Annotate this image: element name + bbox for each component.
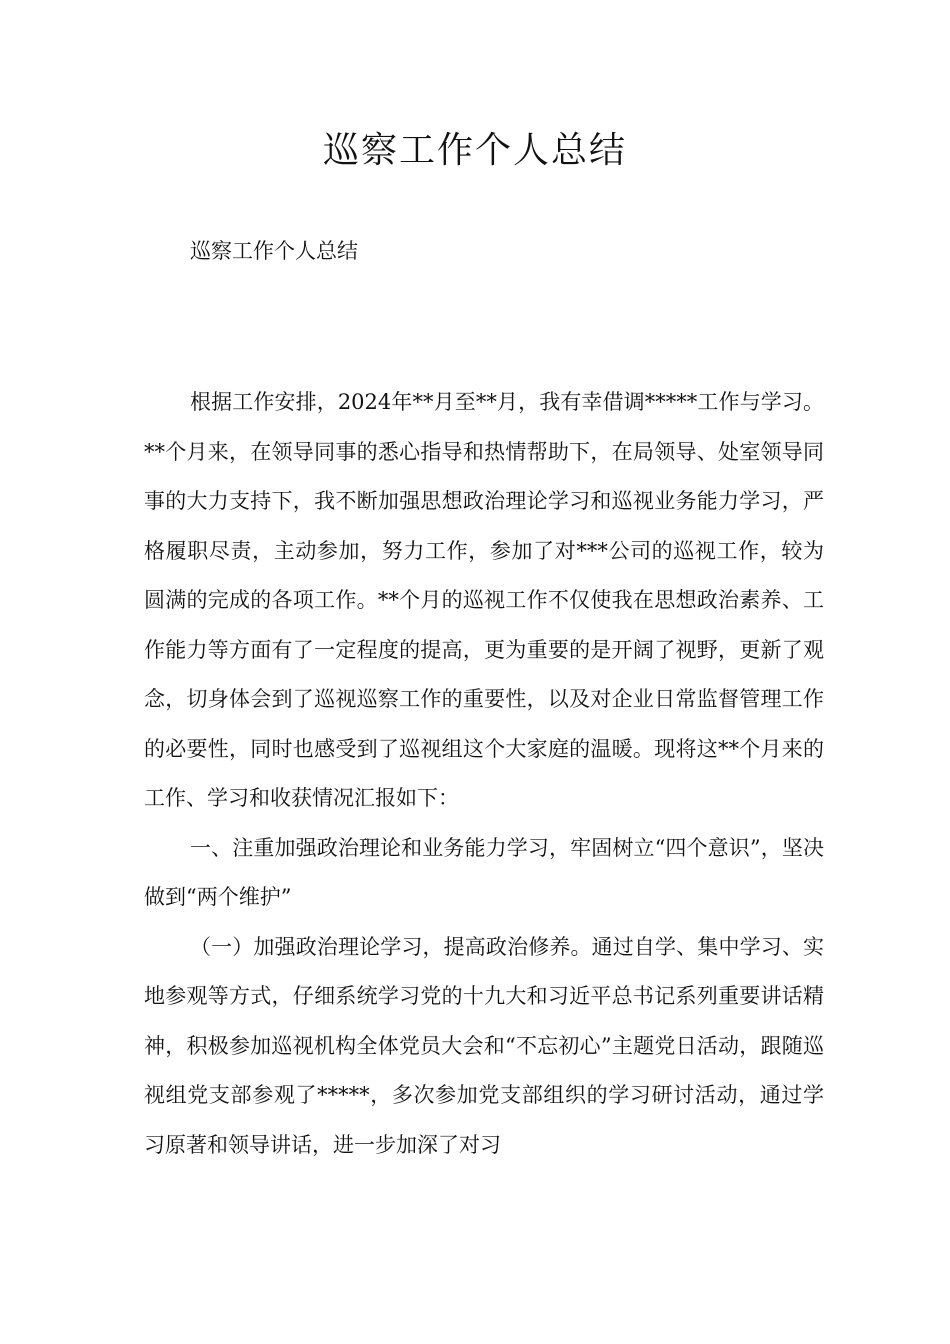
paragraph-section-1-1: （一）加强政治理论学习，提高政治修养。通过自学、集中学习、实地参观等方式，仔细系统学习党的十九大和习近平总书记系列重要讲话精神，积极参加巡视机构全体党员大会和“不忘初心”主题党日活动，跟随巡视组党支部参观了*****，多次参加党支部组织的学习研讨活动，通过学习原著和领导讲话，进一步加深了对习 <box>144 934 824 1157</box>
paragraph-intro: 根据工作安排，2024年**月至**月，我有幸借调*****工作与学习。**个月来，在领导同事的悉心指导和热情帮助下，在局领导、处室领导同事的大力支持下，我不断加强思想政治理论学习和巡视业务能力学习，严格履职尽责，主动参加，努力工作，参加了对***公司的巡视工作，较为圆满的完成的各项工作。**个月的巡视工作不仅使我在思想政治素养、工作能力等方面有了一定程度的提高，更为重要的是开阔了视野，更新了观念，切身体会到了巡视巡察工作的重要性，以及对企业日常监督管理工作的必要性，同时也感受到了巡视组这个大家庭的温暖。现将这**个月来的工作、学习和收获情况汇报如下： <box>144 390 824 810</box>
document-title: 巡察工作个人总结 <box>322 130 627 171</box>
document-body <box>144 378 824 1170</box>
section-heading-1: 一、注重加强政治理论和业务能力学习，牢固树立“四个意识”，坚决做到“两个维护” <box>144 835 824 909</box>
document-subtitle: 巡察工作个人总结 <box>190 239 358 263</box>
